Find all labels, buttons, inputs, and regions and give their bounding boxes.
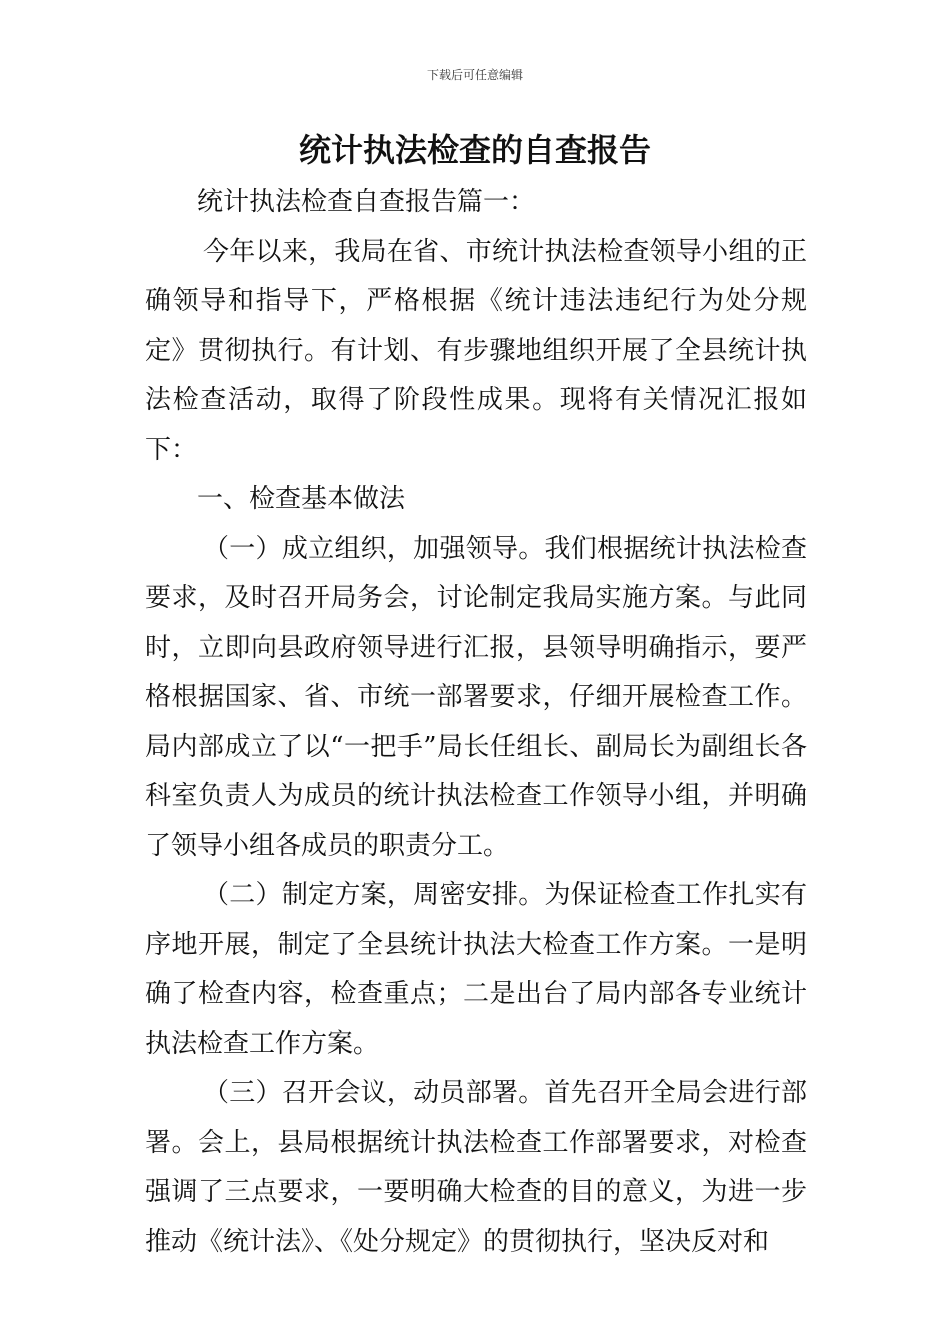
paragraph-plan: （二）制定方案，周密安排。为保证检查工作扎实有序地开展，制定了全县统计执法大检查工作方案。一是明确了检查内容，检查重点；二是出台了局内部各专业统计执法检查工作方案。 <box>145 880 807 1059</box>
section-heading: 一、检查基本做法 <box>197 484 406 514</box>
paragraph-meeting: （三）召开会议，动员部署。首先召开全局会进行部署。会上，县局根据统计执法检查工作部署要求，对检查强调了三点要求，一要明确大检查的目的意义，为进一步推动《统计法》、《处分规定》的贯彻执行，坚决反对和 <box>145 1078 807 1257</box>
header-note: 下载后可任意编辑 <box>426 68 523 82</box>
section-subtitle: 统计执法检查自查报告篇一： <box>197 187 536 217</box>
paragraph-organization: （一）成立组织，加强领导。我们根据统计执法检查要求，及时召开局务会，讨论制定我局实施方案。与此同时，立即向县政府领导进行汇报，县领导明确指示，要严格根据国家、省、市统一部署要求，仔细开展检查工作。局内部成立了以“一把手”局长任组长、副局长为副组长各科室负责人为成员的统计执法检查工作领导小组，并明确了领导小组各成员的职责分工。 <box>145 533 807 861</box>
paragraph-intro: 今年以来，我局在省、市统计执法检查领导小组的正确领导和指导下，严格根据《统计违法违纪行为处分规定》贯彻执行。有计划、有步骤地组织开展了全县统计执法检查活动，取得了阶段性成果。现将有关情况汇报如下： <box>145 236 807 465</box>
document-body <box>145 178 807 1267</box>
document-title: 统计执法检查的自查报告 <box>298 131 651 169</box>
